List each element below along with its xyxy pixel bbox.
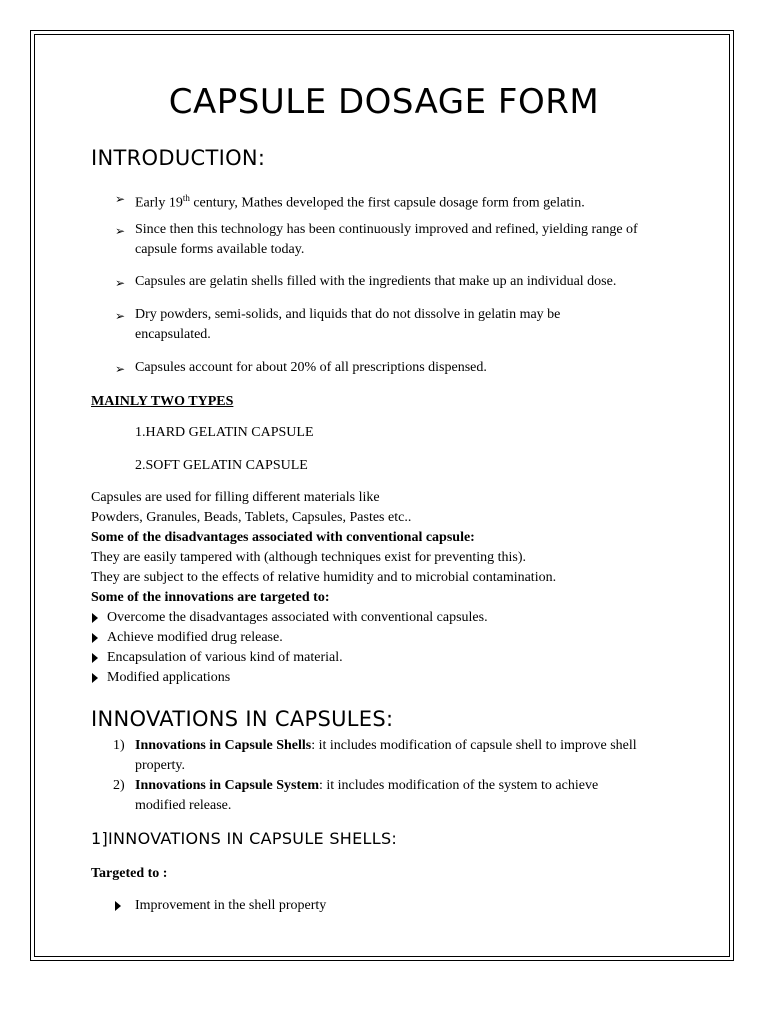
triangle-bullet-icon (92, 613, 98, 623)
bullet-text: Since then this technology has been continuously improved and refined, yielding range of (135, 222, 638, 237)
bullet-text: Dry powders, semi-solids, and liquids that do not dissolve in gelatin may be (135, 307, 561, 322)
shell-bullet-text: Improvement in the shell property (135, 898, 327, 913)
innovation-text: property. (135, 758, 186, 773)
target-text: Encapsulation of various kind of material. (107, 650, 343, 665)
body-line-2: Powders, Granules, Beads, Tablets, Capsules, Pastes etc.. (91, 510, 412, 525)
arrow-bullet-icon: ➢ (115, 276, 126, 290)
list-number: 1) (113, 738, 125, 753)
arrow-bullet-icon: ➢ (115, 362, 126, 376)
target-text: Overcome the disadvantages associated with conventional capsules. (107, 610, 488, 625)
disadvantages-heading: Some of the disadvantages associated with conventional capsule: (91, 530, 475, 545)
innovations-targeted-heading: Some of the innovations are targeted to: (91, 590, 330, 605)
introduction-heading: INTRODUCTION: (91, 146, 266, 170)
arrow-bullet-icon: ➢ (115, 309, 126, 323)
page-title: CAPSULE DOSAGE FORM (168, 82, 600, 122)
triangle-bullet-icon (115, 901, 121, 911)
capsule-shells-heading: 1]INNOVATIONS IN CAPSULE SHELLS: (91, 829, 398, 848)
target-text: Achieve modified drug release. (107, 630, 283, 645)
bullet-text: capsule forms available today. (135, 242, 305, 257)
disadvantage-1: They are easily tampered with (although techniques exist for preventing this). (91, 550, 527, 565)
innovation-title: Innovations in Capsule System (135, 778, 319, 793)
type-item-1: 1.HARD GELATIN CAPSULE (135, 425, 314, 440)
type-item-2: 2.SOFT GELATIN CAPSULE (135, 458, 308, 473)
body-line-1: Capsules are used for filling different materials like (91, 490, 380, 505)
triangle-bullet-icon (92, 653, 98, 663)
bullet-text: encapsulated. (135, 327, 211, 342)
disadvantage-2: They are subject to the effects of relative humidity and to microbial contamination. (91, 570, 557, 585)
targeted-to-label: Targeted to : (91, 866, 168, 881)
target-text: Modified applications (107, 670, 231, 685)
innovations-heading: INNOVATIONS IN CAPSULES: (91, 707, 394, 731)
innovation-title: Innovations in Capsule Shells (135, 738, 312, 753)
triangle-bullet-icon (92, 673, 98, 683)
innovation-text: : it includes modification of the system to achieve (319, 778, 599, 793)
bullet-text: Capsules are gelatin shells filled with the ingredients that make up an individual dose. (135, 274, 617, 289)
arrow-bullet-icon: ➢ (115, 192, 126, 206)
arrow-bullet-icon: ➢ (115, 224, 126, 238)
superscript: th (182, 193, 190, 203)
bullet-text: Capsules account for about 20% of all prescriptions dispensed. (135, 360, 487, 375)
innovation-text: : it includes modification of capsule shell to improve shell (311, 738, 637, 753)
innovation-text: modified release. (135, 798, 232, 813)
list-number: 2) (113, 778, 125, 793)
bullet-text: century, Mathes developed the first capsule dosage form from gelatin. (189, 195, 585, 211)
types-heading: MAINLY TWO TYPES (91, 394, 234, 409)
triangle-bullet-icon (92, 633, 98, 643)
bullet-text: Early 19 (135, 195, 183, 211)
